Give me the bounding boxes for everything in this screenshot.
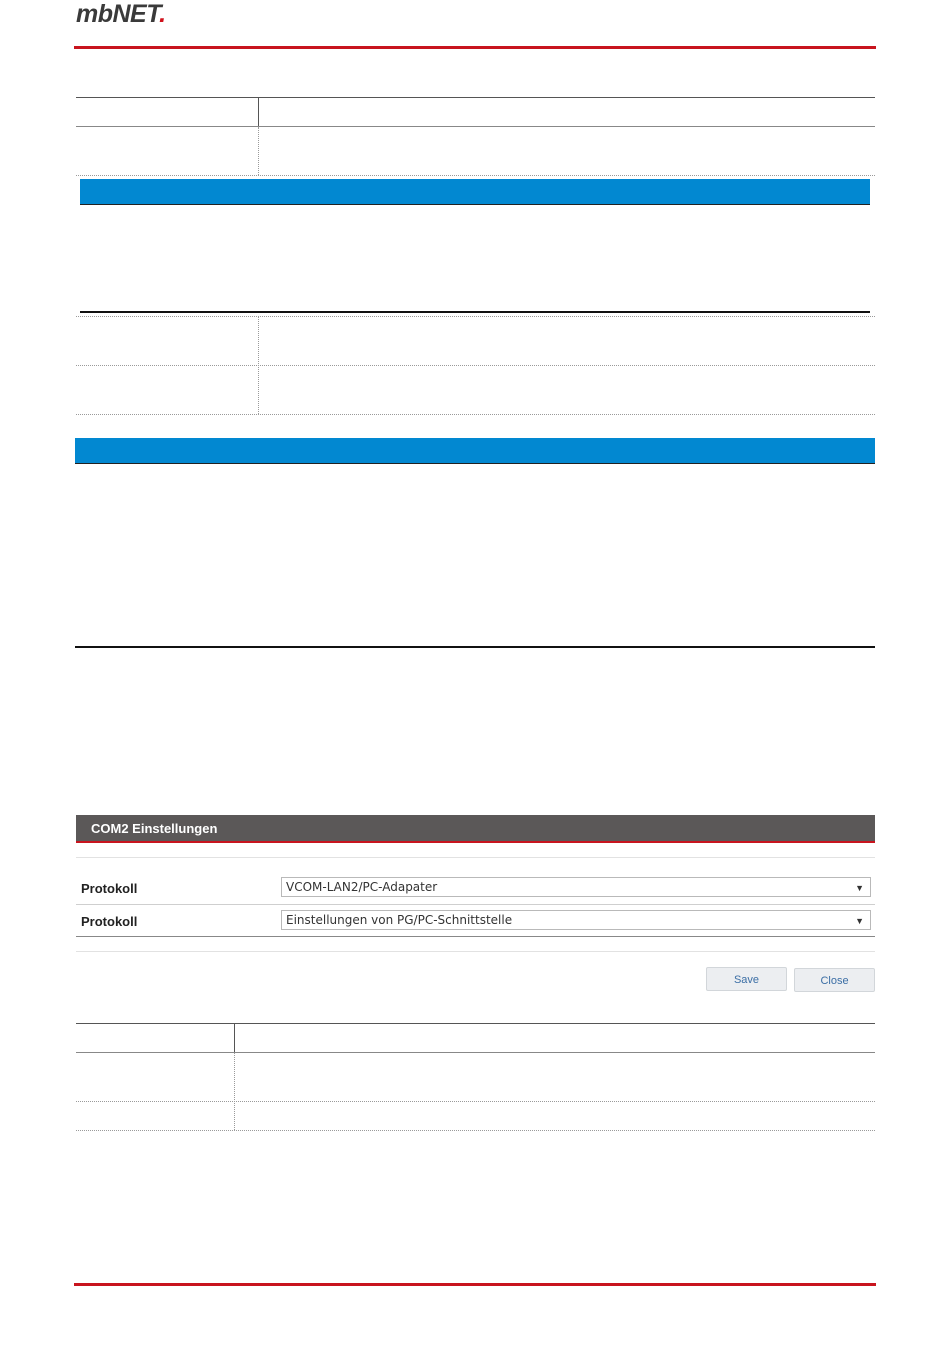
table3-bottom-border bbox=[76, 1130, 875, 1131]
dialog-top-separator bbox=[76, 857, 875, 858]
pgpc-interface-select-value: Einstellungen von PG/PC-Schnittstelle bbox=[286, 913, 513, 927]
protocol-select[interactable] bbox=[281, 877, 871, 897]
table3-top-border bbox=[76, 1023, 875, 1024]
dialog-row-divider bbox=[76, 904, 875, 905]
table1-top-border bbox=[76, 97, 875, 98]
table1-column-divider bbox=[258, 127, 259, 175]
table3-row-border bbox=[76, 1101, 875, 1102]
protocol-label-2: Protokoll bbox=[81, 914, 138, 929]
logo-dot: . bbox=[159, 0, 166, 28]
chevron-down-icon: ▼ bbox=[855, 916, 864, 926]
info-box1-header bbox=[80, 179, 870, 205]
close-button[interactable]: Close bbox=[794, 968, 875, 992]
table3-header-border bbox=[76, 1052, 875, 1053]
brand-logo bbox=[76, 0, 166, 29]
table1-row-border bbox=[76, 175, 875, 176]
dialog-header bbox=[76, 815, 875, 843]
info-box1-bottom-rule bbox=[80, 311, 870, 313]
save-button[interactable]: Save bbox=[706, 967, 787, 991]
dialog-bottom-separator bbox=[76, 951, 875, 952]
table1-header-divider bbox=[258, 97, 259, 126]
info-box2-header bbox=[75, 438, 875, 464]
pgpc-interface-select[interactable] bbox=[281, 910, 871, 930]
chevron-down-icon: ▼ bbox=[855, 883, 864, 893]
dialog-title: COM2 Einstellungen bbox=[91, 821, 218, 836]
table2-row2-top bbox=[76, 365, 875, 366]
header-rule bbox=[74, 46, 876, 49]
table2-row1-top bbox=[76, 316, 875, 317]
table1-header-border bbox=[76, 126, 875, 127]
table3-header-divider bbox=[234, 1023, 235, 1052]
footer-rule bbox=[74, 1283, 876, 1286]
protocol-select-value: VCOM-LAN2/PC-Adapater bbox=[286, 880, 438, 894]
logo-text: mbNET bbox=[76, 0, 160, 28]
table3-column-divider bbox=[234, 1053, 235, 1130]
table2-bottom-border bbox=[76, 414, 875, 415]
info-box2-bottom-rule bbox=[75, 646, 875, 648]
dialog-rows-bottom bbox=[76, 936, 875, 937]
protocol-label: Protokoll bbox=[81, 881, 138, 896]
